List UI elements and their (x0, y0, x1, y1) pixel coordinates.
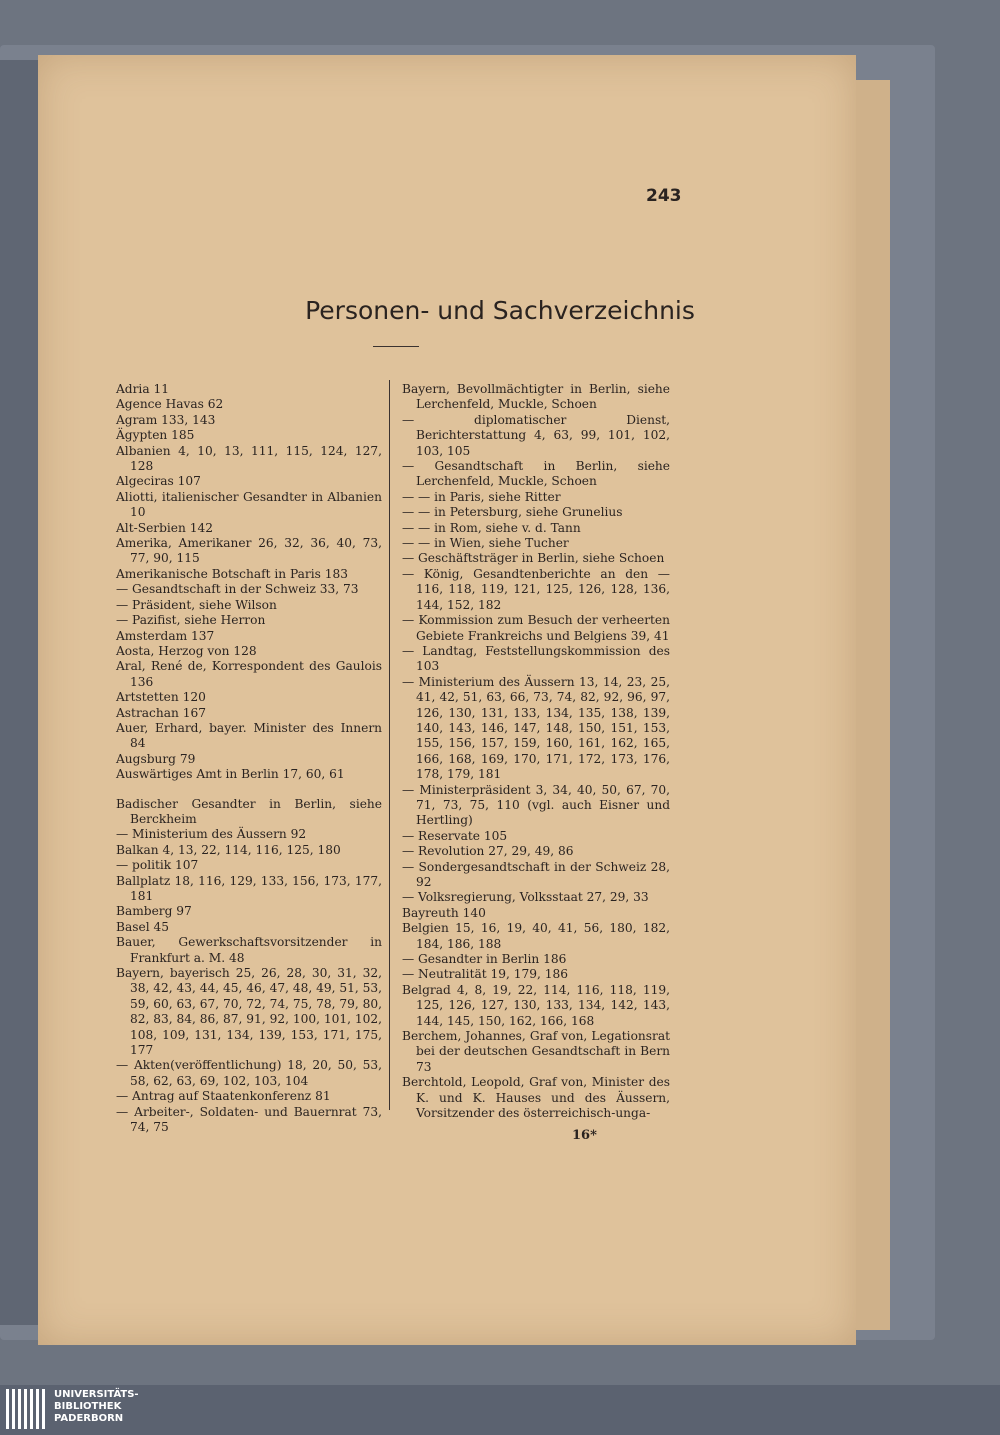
index-entry: — diplomatischer Dienst, Berichterstattung 4, 63, 99, 101, 102, 103, 105 (402, 412, 670, 458)
index-entry: Amerika, Amerikaner 26, 32, 36, 40, 73, 77, 90, 115 (116, 536, 382, 566)
index-entry: — Sondergesandtschaft in der Schweiz 28, 92 (402, 859, 670, 889)
index-entry: Augsburg 79 (116, 751, 196, 766)
index-entry: — Arbeiter-, Soldaten- und Bauernrat 73, 74, 75 (116, 1104, 382, 1135)
signature-mark: 16* (572, 1128, 597, 1143)
index-entry: — Landtag, Feststellungskommission des 103 (402, 643, 670, 674)
index-entry: — Gesandter in Berlin 186 (402, 952, 567, 967)
index-entry: Astrachan 167 (116, 705, 206, 720)
index-column-left (116, 382, 382, 1136)
library-name-line3: PADERBORN (54, 1413, 124, 1424)
page-title: Personen- und Sachverzeichnis (305, 296, 695, 325)
index-entry: Auswärtiges Amt in Berlin 17, 60, 61 (116, 767, 345, 782)
index-entry: Agence Havas 62 (116, 397, 224, 412)
index-entry: Artstetten 120 (116, 690, 206, 705)
library-name-line2: BIBLIOTHEK (54, 1401, 122, 1412)
index-entry: — Revolution 27, 29, 49, 86 (402, 844, 574, 859)
column-divider (389, 380, 390, 1110)
index-entry: Bayreuth 140 (402, 905, 486, 920)
index-entry: — Geschäftsträger in Berlin, siehe Schoen (402, 551, 665, 566)
index-entry: Alt-Serbien 142 (116, 520, 214, 535)
index-entry: — Ministerium des Äussern 92 (116, 827, 307, 842)
library-logo-icon (6, 1389, 48, 1429)
index-entry: Berchtold, Leopold, Graf von, Minister des K. und K. Hauses und des Äussern, Vorsitzender des österreichisch-unga- (402, 1075, 670, 1121)
index-entry: — Ministerium des Äussern 13, 14, 23, 25, 41, 42, 51, 63, 66, 73, 74, 82, 92, 96, 97, 126, 130, 131, 133, 134, 135, 138, 139, 140, 143, 146, 147, 148, 150, 151, 153, 155, 156, 157, 159, 160, 161, 162, 165, 166, 168, 169, 170, 171, 172, 173, 176, 178, 179, 181 (402, 674, 670, 782)
index-entry: — — in Paris, siehe Ritter (402, 489, 561, 504)
index-entry: — Antrag auf Staatenkonferenz 81 (116, 1089, 331, 1104)
index-entry: — — in Petersburg, siehe Grunelius (402, 505, 623, 520)
index-entry: — Kommission zum Besuch der verheerten Gebiete Frankreichs und Belgiens 39, 41 (402, 613, 670, 643)
index-entry: Berchem, Johannes, Graf von, Legationsrat bei der deutschen Gesandtschaft in Bern 73 (402, 1029, 670, 1074)
index-entry: Badischer Gesandter in Berlin, siehe Berckheim (116, 796, 382, 826)
page-number: 243 (646, 186, 682, 206)
index-entry: Auer, Erhard, bayer. Minister des Innern 84 (116, 720, 382, 751)
index-entry: Amerikanische Botschaft in Paris 183 (116, 566, 349, 581)
library-name-line1: UNIVERSITÄTS- (54, 1389, 139, 1400)
index-entry: — Reservate 105 (402, 828, 508, 843)
index-entry: Balkan 4, 13, 22, 114, 116, 125, 180 (116, 842, 341, 857)
index-entry: — König, Gesandtenberichte an den — 116, 118, 119, 121, 125, 126, 128, 136, 144, 152, 182 (402, 566, 670, 612)
index-entry: — — in Rom, siehe v. d. Tann (402, 520, 581, 535)
left-page-edge (0, 60, 40, 1325)
index-entry: Bauer, Gewerkschaftsvorsitzender in Frankfurt a. M. 48 (116, 935, 382, 965)
index-entry: Adria 11 (116, 382, 169, 396)
index-entry: — Pazifist, siehe Herron (116, 613, 266, 628)
index-entry: Agram 133, 143 (116, 412, 216, 427)
index-entry: — Volksregierung, Volksstaat 27, 29, 33 (402, 890, 649, 905)
index-entry: Belgien 15, 16, 19, 40, 41, 56, 180, 182, 184, 186, 188 (402, 921, 670, 951)
title-rule (373, 346, 419, 347)
index-entry: — Akten(veröffentlichung) 18, 20, 50, 53, 58, 62, 63, 69, 102, 103, 104 (116, 1058, 382, 1088)
library-name (54, 1389, 139, 1425)
index-entry: — Gesandtschaft in der Schweiz 33, 73 (116, 582, 359, 597)
index-entry: — Neutralität 19, 179, 186 (402, 967, 569, 982)
index-entry: Ballplatz 18, 116, 129, 133, 156, 173, 177, 181 (116, 873, 382, 903)
index-entry: Aral, René de, Korrespondent des Gaulois 136 (116, 659, 382, 689)
index-entry: Amsterdam 137 (116, 628, 215, 643)
index-entry: Basel 45 (116, 919, 169, 934)
index-entry: Aosta, Herzog von 128 (116, 643, 257, 658)
index-entry: — Ministerpräsident 3, 34, 40, 50, 67, 70, 71, 73, 75, 110 (vgl. auch Eisner und Hertling) (402, 782, 670, 828)
index-entry: Algeciras 107 (116, 474, 201, 489)
index-entry: Bamberg 97 (116, 904, 192, 919)
index-entry: — Präsident, siehe Wilson (116, 597, 277, 612)
index-entry: Albanien 4, 10, 13, 111, 115, 124, 127, 128 (116, 443, 382, 474)
index-entry: — — in Wien, siehe Tucher (402, 536, 569, 551)
index-entry: — Gesandtschaft in Berlin, siehe Lerchenfeld, Muckle, Schoen (402, 459, 670, 489)
index-entry: Ägypten 185 (116, 428, 195, 443)
index-entry: Belgrad 4, 8, 19, 22, 114, 116, 118, 119, 125, 126, 127, 130, 133, 134, 142, 143, 144, 145, 150, 162, 166, 168 (402, 982, 670, 1028)
index-column-right (402, 382, 670, 1122)
index-entry: Aliotti, italienischer Gesandter in Albanien 10 (116, 489, 382, 520)
index-entry: Bayern, bayerisch 25, 26, 28, 30, 31, 32, 38, 42, 43, 44, 45, 46, 47, 48, 49, 51, 53, 59, 60, 63, 67, 70, 72, 74, 75, 78, 79, 80, 82, 83, 84, 86, 87, 91, 92, 100, 101, 102, 108, 109, 131, 134, 139, 153, 171, 175, 177 (116, 966, 382, 1058)
index-entry: Bayern, Bevollmächtigter in Berlin, siehe Lerchenfeld, Muckle, Schoen (402, 382, 670, 412)
footer-bar (0, 1385, 1000, 1435)
index-entry: — politik 107 (116, 858, 199, 873)
